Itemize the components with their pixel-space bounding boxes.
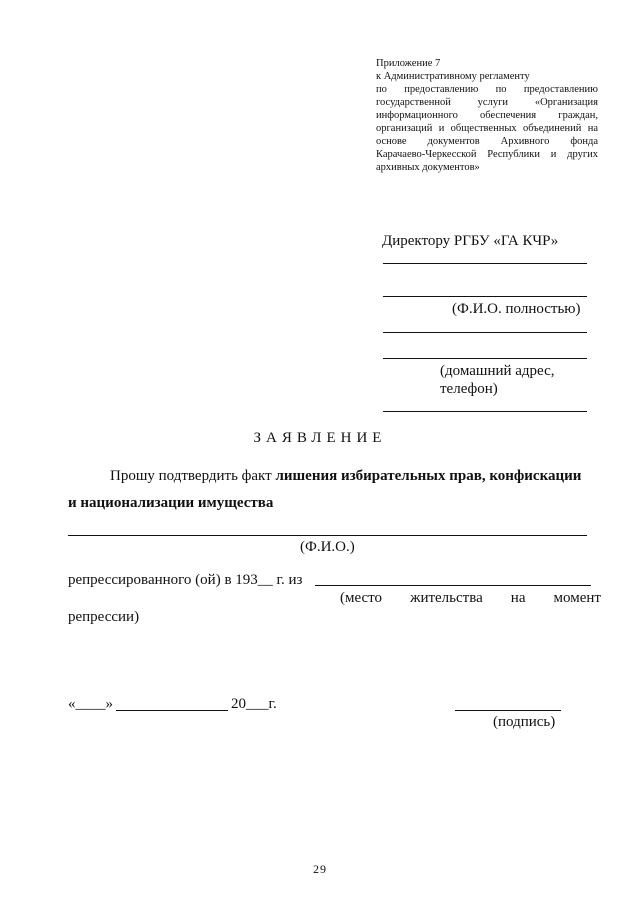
- annex-line-2: по предоставлению по предоставлению: [376, 84, 598, 95]
- date-day: «____»: [68, 696, 113, 712]
- place-hint-word-1: (место: [340, 590, 383, 606]
- annex-line-4: информационного обеспечения граждан,: [376, 110, 598, 121]
- annex-title: Приложение 7: [376, 58, 441, 69]
- addressee-fio-line[interactable]: [383, 296, 587, 297]
- repressed-label: репрессированного (ой) в 193__ г. из: [68, 572, 303, 588]
- date-month-line[interactable]: [116, 710, 228, 711]
- place-of-residence-line[interactable]: [315, 585, 591, 586]
- place-hint: [340, 589, 601, 607]
- addressee-phone-line[interactable]: [383, 411, 587, 412]
- addressee-address-hint-2: телефон): [440, 381, 498, 397]
- annex-line-3: государственной услуги «Организация: [376, 97, 598, 108]
- signature-hint: (подпись): [493, 714, 556, 730]
- annex-header: [376, 57, 598, 174]
- request-bold-text-2: и национализации имущества: [68, 495, 274, 511]
- request-line-1: [110, 467, 581, 485]
- place-hint-word-4: момент: [553, 590, 601, 606]
- annex-line-6: основе документов Архивного фонда: [376, 136, 598, 147]
- place-hint-word-3: на: [510, 590, 526, 606]
- annex-line-5: организаций и общественных объединений на: [376, 123, 598, 134]
- annex-line-7: Карачаево-Черкесской Республики и других: [376, 149, 598, 160]
- date-year: 20___г.: [231, 696, 277, 712]
- page-number: 29: [313, 862, 327, 876]
- applicant-fio-line[interactable]: [68, 535, 587, 536]
- annex-line-8: архивных документов»: [376, 162, 480, 173]
- addressee-address-hint-1: (домашний адрес,: [440, 363, 555, 379]
- statement-title: ЗАЯВЛЕНИЕ: [253, 430, 387, 446]
- place-hint-end: репрессии): [68, 609, 140, 625]
- addressee-address-line[interactable]: [383, 358, 587, 359]
- signature-line[interactable]: [455, 710, 561, 711]
- addressee-fio-hint: (Ф.И.О. полностью): [452, 301, 581, 317]
- director-addressee: Директору РГБУ «ГА КЧР»: [382, 233, 559, 249]
- place-hint-word-2: жительства: [410, 590, 483, 606]
- applicant-fio-hint: (Ф.И.О.): [300, 539, 355, 555]
- request-bold-text-1: лишения избирательных прав, конфискации: [275, 468, 582, 484]
- annex-line-1: к Административному регламенту: [376, 71, 530, 82]
- addressee-line-1[interactable]: [383, 263, 587, 264]
- request-plain-text: Прошу подтвердить факт: [110, 468, 276, 484]
- addressee-line-3[interactable]: [383, 332, 587, 333]
